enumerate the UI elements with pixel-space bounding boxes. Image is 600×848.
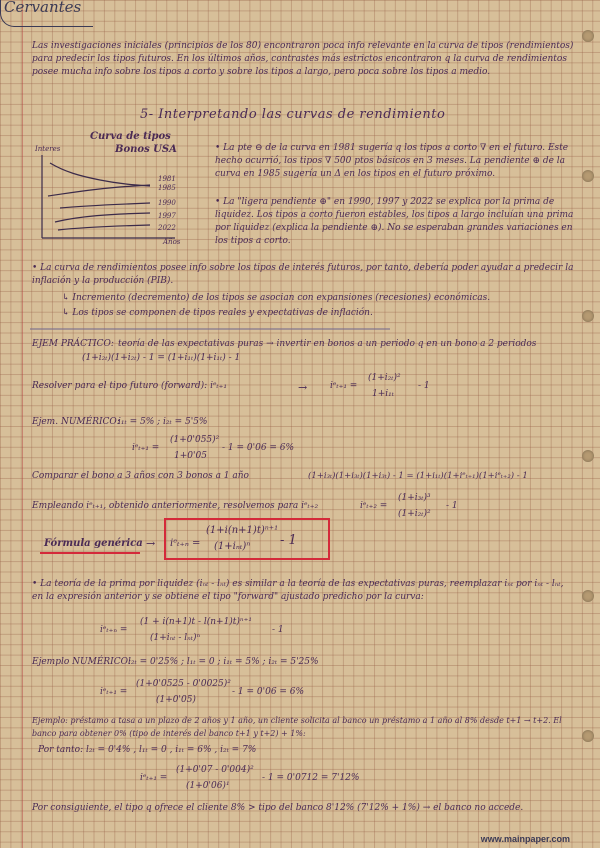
margin-line [22,0,23,848]
ejemplo-numerico-text: l₂ₜ = 0'25% ; l₁ₜ = 0 ; i₁ₜ = 5% ; i₂ₜ = 5'25% [128,657,319,667]
arrow-icon: → [298,381,308,394]
equation-lhs: iᵉₜ₊₁ = [140,773,168,783]
ejemplo-prestamo-text: Ejemplo: préstamo a tasa a un plazo de 2 años y 1 año, un cliente solicita al banco un préstamo a 1 año al 8% desde t+1 → t+2. El banco para obtener 0% (tipo de interés del banco t+1 y t+2) + 1%: [32,716,562,738]
conclusion-text: Por consiguiente, el tipo q ofrece el cliente 8% > tipo del banco 8'12% (7'12% + 1%) → el banco no accede. [32,803,524,813]
fraction-denominator: 1+0'05 [174,451,207,461]
formula-generica-underline [40,552,140,554]
brand-logo: Cervantes [4,0,82,16]
equation-lhs: iᵉₜ₊₁ = [330,381,358,391]
binder-hole [582,170,594,182]
binder-hole [582,30,594,42]
equation-result: - 1 = 0'0712 = 7'12% [262,773,360,783]
equation-tail: - 1 [272,625,284,635]
curve-1981 [50,163,150,186]
equation-result: - 1 = 0'06 = 6% [222,443,295,453]
intro-paragraph: Las investigaciones iniciales (principios de los 80) encontraron poca info relevante en la curva de tipos (rendimientos) para predecir los tipos futuros. En los últimos años, contrastes más estrictos encontraron q la curva de rendimientos posee mucha info sobre los tipos a corto y sobre los tipos a largo, pero poca sobre los tipos a medio. [32,41,574,77]
binder-hole [582,590,594,602]
binder-hole [582,730,594,742]
ejemplo-numerico-label: Ejemplo NUMÉRICO: [32,657,132,667]
chart-year-label: 1985 [158,184,176,192]
section-title: 5- Interpretando las curvas de rendimiento [140,107,446,122]
curve-1985 [48,185,150,196]
fraction-numerator: (1+0'0525 - 0'0025)² [136,679,231,689]
equation-lhs: iᵉₜ₊ₙ = [170,538,201,549]
bullet-text: • La "ligera pendiente ⊕" en 1990, 1997 y 2022 se explica por la prima de liquidez. Los tipos a corto fueron estables, los tipos a largo incluían una prima por liquidez (explica la pendiente ⊕). No se esperaban grandes variaciones en los tipos a corto. [215,197,574,246]
formula-generica-label: Fórmula genérica [44,538,143,549]
equation: (1+i₂ₜ)(1+i₂ₜ) - 1 = (1+i₁ₜ)(1+i₁ₜ) - 1 [82,353,241,363]
fraction-denominator: (1+iₙₜ - lₙₜ)ⁿ [150,633,201,643]
resolver-text: Resolver para el tipo futuro (forward): iᵉₜ₊₁ [32,381,228,391]
bullet-text: • La pte ⊖ de la curva en 1981 sugería q los tipos a corto ∇ en el futuro. Este hecho ocurrió, los tipos ∇ 500 ptos básicos en 3 meses. La pendiente ⊕ de la curva en 1985 sugería un Δ en los tipos en el futuro próximo. [215,143,569,179]
fraction-denominator: (1+iₙₜ)ⁿ [214,541,251,552]
chart-year-label: 1997 [158,212,176,220]
chart-title: Curva de tipos [90,131,171,142]
fraction-numerator: (1+i₂ₜ)² [368,373,401,383]
fraction-numerator: (1+i₃ₜ)³ [398,493,431,503]
chart-ylabel: Interes [35,145,61,153]
fraction-numerator: (1 + i(n+1)t - l(n+1)t)ⁿ⁺¹ [140,617,252,627]
equation-lhs: iᵉₜ₊₂ = [360,501,388,511]
equation-lhs: iᵉₜ₊₁ = [100,687,128,697]
fraction-denominator: (1+0'06)¹ [186,781,230,791]
bullet-main: • La curva de rendimientos posee info sobre los tipos de interés futuros, por tanto, debería poder ayudar a predecir la inflación y la producción (PIB). [32,263,574,286]
equation-tail: - 1 [418,381,430,391]
brand-website: www.mainpaper.com [480,834,570,844]
chart-year-label: 1990 [158,199,176,207]
binder-hole [582,450,594,462]
ejem-practico-label: EJEM PRÁCTICO: [32,339,114,349]
curve-2022 [58,225,150,230]
fraction-denominator: (1+0'05) [156,695,196,705]
fraction-denominator: (1+i₂ₜ)² [398,509,431,519]
comparar-text: Comparar el bono a 3 años con 3 bonos a 1 año [32,471,249,481]
binder-hole [582,310,594,322]
por-tanto-text: Por tanto: l₂ₜ = 0'4% , l₁ₜ = 0 , i₁ₜ = 6% , i₂ₜ = 7% [38,745,257,755]
equation-tail: - 1 [446,501,458,511]
empleando-text: Empleando iᵉₜ₊₁, obtenido anteriormente, resolvemos para iᵉₜ₊₂ [32,501,319,511]
fraction-denominator: 1+i₁ₜ [372,389,394,399]
ejem-numerico-label: Ejem. NUMÉRICO: [32,417,120,427]
fraction-numerator: (1+0'055)² [170,435,220,445]
chart-xlabel: Años [163,238,181,246]
arrow-point: ↳ Los tipos se componen de tipos reales y expectativas de inflación. [62,308,373,318]
ejem-practico-text: teoría de las expectativas puras → invertir en bonos a un periodo q en un bono a 2 periodos [118,339,537,349]
fraction-numerator: (1+0'07 - 0'004)² [176,765,254,775]
ejem-numerico-text: i₁ₜ = 5% ; i₂ₜ = 5'5% [118,417,208,427]
chart-subtitle: Bonos USA [115,144,177,155]
equation-tail: - 1 [280,533,297,548]
separator-line [30,328,390,330]
curve-1997 [55,213,150,222]
equation: (1+i₃ₜ)(1+i₃ₜ)(1+i₃ₜ) - 1 = (1+i₁ₜ)(1+iᵉₜ₊₁)(1+iᵉₜ₊₂) - 1 [308,471,528,481]
chart-year-label: 2022 [158,224,176,232]
arrow-icon: → [146,537,156,550]
equation-lhs: iᵉₜ₊ₙ = [100,625,128,635]
fraction-numerator: (1+i(n+1)t)ⁿ⁺¹ [206,525,279,536]
curve-1990 [60,203,150,208]
equation-lhs: iᵉₜ₊₁ = [132,443,160,453]
chart-year-label: 1981 [158,175,176,183]
teoria-prima-text: • La teoría de la prima por liquidez (iₙₜ - lₙₜ) es similar a la teoría de las expectativas puras, reemplazar iₙₜ por iₙₜ - lₙₜ, en la expresión anterior y se obtiene el tipo "forward" ajustado predicho por la curva: [32,579,564,602]
equation-result: - 1 = 0'06 = 6% [232,687,305,697]
arrow-point: ↳ Incremento (decremento) de los tipos se asocian con expansiones (recesiones) económicas. [62,293,491,303]
